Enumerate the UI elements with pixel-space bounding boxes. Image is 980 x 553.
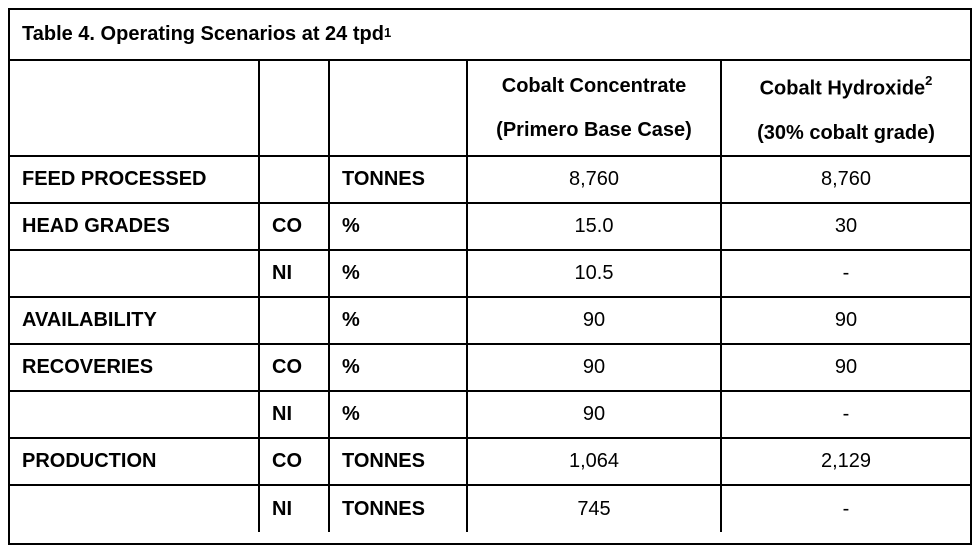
row-element: CO xyxy=(259,203,329,250)
row-label xyxy=(10,391,259,438)
row-unit: % xyxy=(329,203,467,250)
header-hydroxide-line1: Cobalt Hydroxide xyxy=(759,77,926,100)
row-unit: % xyxy=(329,297,467,344)
row-hydroxide-value: 2,129 xyxy=(721,438,970,485)
row-hydroxide-value: - xyxy=(721,391,970,438)
row-label: AVAILABILITY xyxy=(10,297,259,344)
row-hydroxide-value: 90 xyxy=(721,297,970,344)
row-hydroxide-value: - xyxy=(842,497,850,520)
row-element: CO xyxy=(259,438,329,485)
row-unit: TONNES xyxy=(329,438,467,485)
header-cobalt-hydroxide xyxy=(721,61,970,156)
row-concentrate-value: 90 xyxy=(467,391,721,438)
table-row xyxy=(10,391,970,438)
row-label: PRODUCTION xyxy=(10,438,259,485)
row-concentrate-value: 1,064 xyxy=(467,438,721,485)
header-cobalt-concentrate xyxy=(467,61,721,156)
row-hydroxide-value: 8,760 xyxy=(721,156,970,203)
header-cell-empty-1 xyxy=(10,61,259,156)
row-label xyxy=(10,485,259,532)
row-label: FEED PROCESSED xyxy=(10,156,259,203)
row-hydroxide-value: - xyxy=(721,250,970,297)
row-element: CO xyxy=(259,344,329,391)
row-element xyxy=(259,297,329,344)
table-title xyxy=(10,10,970,61)
row-unit: % xyxy=(329,250,467,297)
table-row xyxy=(10,203,970,250)
table-row xyxy=(10,344,970,391)
table-row xyxy=(10,250,970,297)
row-label: RECOVERIES xyxy=(10,344,259,391)
row-concentrate-value: 90 xyxy=(467,344,721,391)
row-unit: % xyxy=(329,391,467,438)
operating-scenarios-table xyxy=(10,61,970,532)
row-concentrate-value: 90 xyxy=(467,297,721,344)
row-concentrate-value: 745 xyxy=(467,485,721,532)
row-element: NI xyxy=(259,485,329,532)
row-element xyxy=(259,156,329,203)
header-hydroxide-line2: (30% cobalt grade) xyxy=(757,121,935,144)
operating-scenarios-table-frame xyxy=(8,8,972,545)
row-concentrate-value: 15.0 xyxy=(467,203,721,250)
table-header-row xyxy=(10,61,970,156)
row-unit: % xyxy=(329,344,467,391)
row-label xyxy=(10,250,259,297)
row-hydroxide-value: 30 xyxy=(721,203,970,250)
row-element: NI xyxy=(259,391,329,438)
title-footnote: 1 xyxy=(383,25,392,40)
table-row xyxy=(10,297,970,344)
header-concentrate-line1: Cobalt Concentrate xyxy=(501,75,687,97)
table-title-text: Table 4. Operating Scenarios at 24 tpd xyxy=(22,23,384,45)
header-cell-empty-3 xyxy=(329,61,467,156)
row-concentrate-value: 10.5 xyxy=(467,250,721,297)
table-row xyxy=(10,485,970,532)
row-unit: TONNES xyxy=(329,156,467,203)
header-concentrate-line2: (Primero Base Case) xyxy=(496,119,692,141)
row-element: NI xyxy=(259,250,329,297)
row-concentrate-value: 8,760 xyxy=(467,156,721,203)
row-unit: TONNES xyxy=(329,485,467,532)
header-cell-empty-2 xyxy=(259,61,329,156)
row-hydroxide-value: 90 xyxy=(721,344,970,391)
row-label: HEAD GRADES xyxy=(10,203,259,250)
table-row xyxy=(10,156,970,203)
header-hydroxide-footnote: 2 xyxy=(925,73,933,89)
table-row xyxy=(10,438,970,485)
